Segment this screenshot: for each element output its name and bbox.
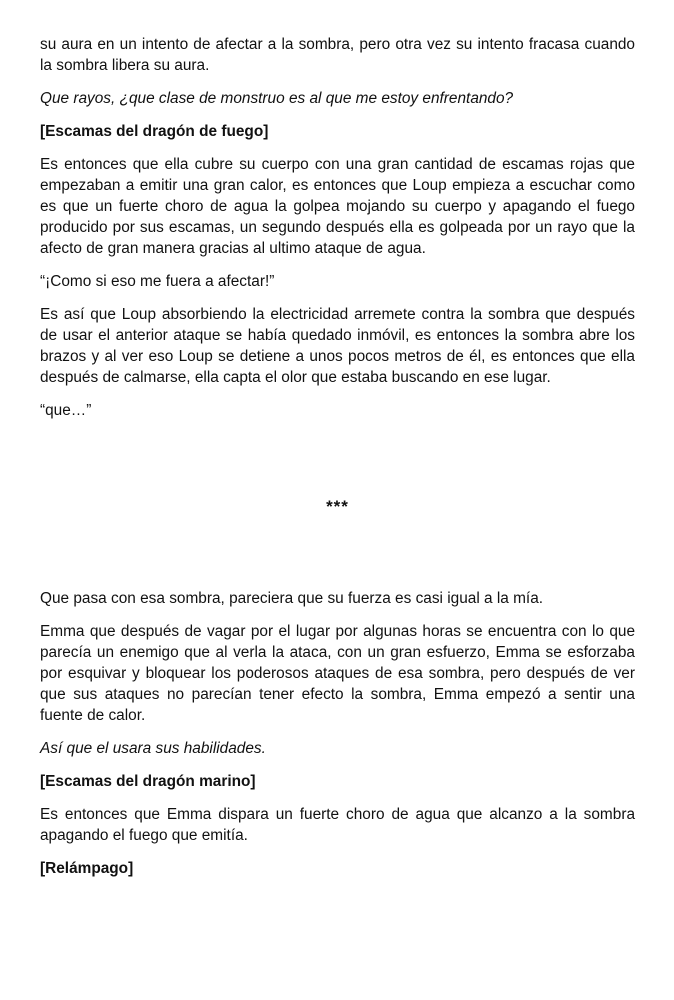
paragraph: Emma que después de vagar por el lugar por algunas horas se encuentra con lo que parecía un enemigo que al verla la ataca, con un gran esfuerzo, Emma se esforzaba por esquivar y bloquear los poderosos ataques de esa sombra, pero después de ver que sus ataques no parecían tener efecto la sombra, Emma empezó a sentir una fuente de calor. — [40, 623, 635, 724]
thought-paragraph: Que rayos, ¿que clase de monstruo es al que me estoy enfrentando? — [40, 90, 514, 107]
skill-heading: [Escamas del dragón de fuego] — [40, 123, 269, 140]
section-spacer — [40, 517, 635, 588]
section-spacer — [40, 433, 635, 496]
document-page — [40, 34, 635, 891]
paragraph: su aura en un intento de afectar a la sombra, pero otra vez su intento fracasa cuando la sombra libera su aura. — [40, 36, 635, 74]
skill-heading: [Relámpago] — [40, 860, 134, 877]
dialogue-paragraph: “¡Como si eso me fuera a afectar!” — [40, 273, 275, 290]
thought-paragraph: Así que el usara sus habilidades. — [40, 740, 266, 757]
section-separator: *** — [326, 497, 349, 516]
paragraph: Que pasa con esa sombra, pareciera que su fuerza es casi igual a la mía. — [40, 590, 544, 607]
paragraph: Es así que Loup absorbiendo la electricidad arremete contra la sombra que después de usar el anterior ataque se había quedado inmóvil, es entonces la sombra abre los brazos y al ver eso Loup se detiene a unos pocos metros de él, es entonces que ella después de calmarse, ella capta el olor que estaba buscando en ese lugar. — [40, 306, 635, 386]
paragraph: Es entonces que Emma dispara un fuerte choro de agua que alcanzo a la sombra apagando el fuego que emitía. — [40, 806, 635, 844]
skill-heading: [Escamas del dragón marino] — [40, 773, 256, 790]
dialogue-paragraph: “que…” — [40, 402, 92, 419]
paragraph: Es entonces que ella cubre su cuerpo con una gran cantidad de escamas rojas que empezaban a emitir una gran calor, es entonces que Loup empieza a escuchar como es que un fuerte choro de agua la golpea mojando su cuerpo y apagando el fuego producido por sus escamas, un segundo después ella es golpeada por un rayo que la afecto de gran manera gracias al ultimo ataque de agua. — [40, 156, 635, 257]
